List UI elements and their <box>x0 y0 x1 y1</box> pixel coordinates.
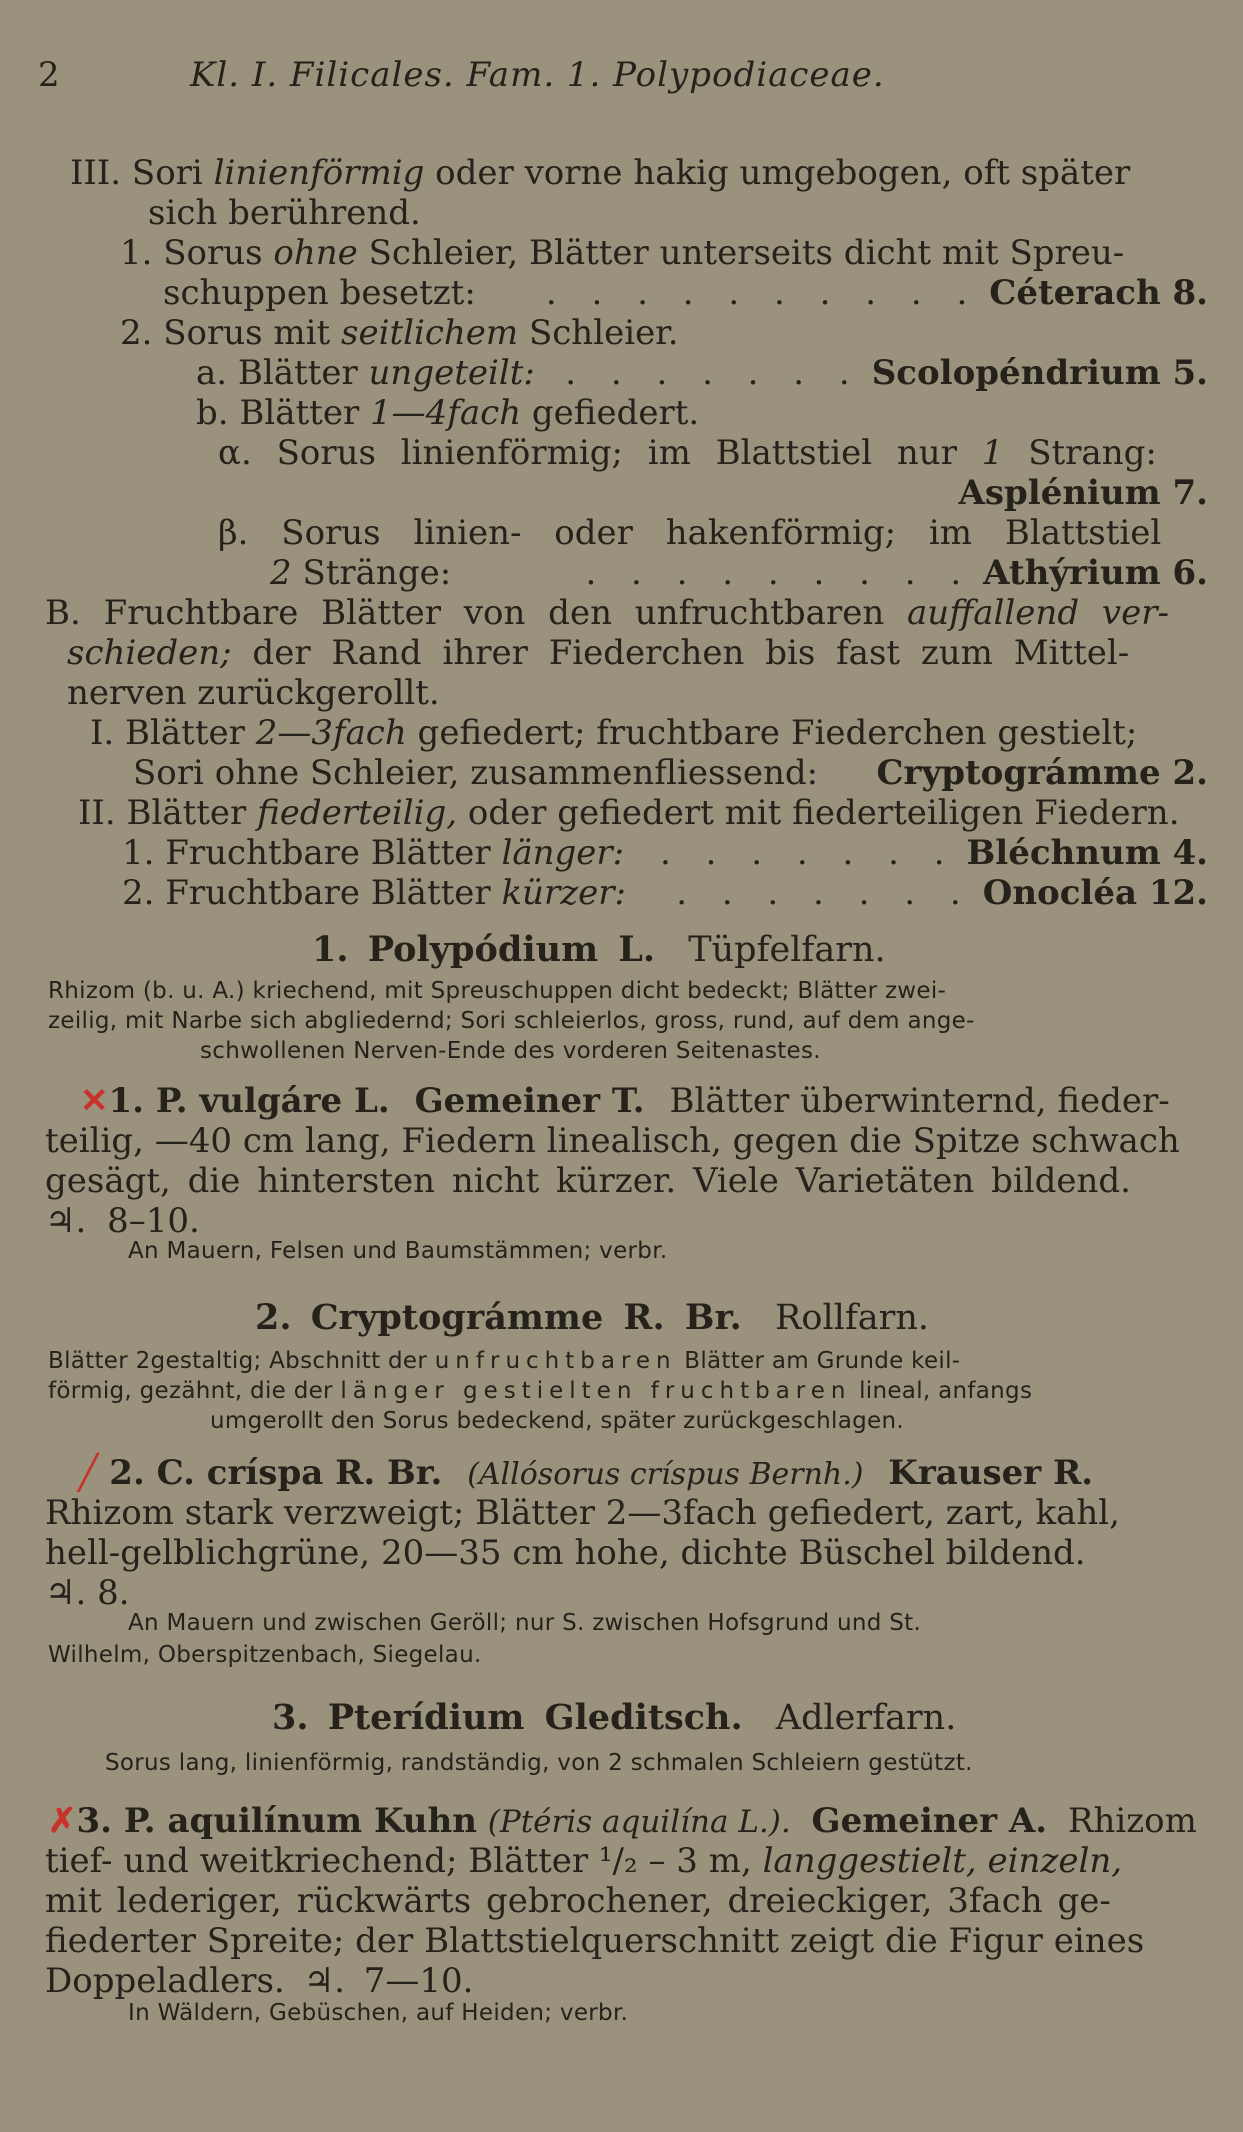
species-1-line2: teilig, —40 cm lang, Fiedern linealisch, gegen die Spitze schwach <box>45 1121 1180 1161</box>
page-number: 2 <box>38 55 60 95</box>
genus-2-desc-3: umgerollt den Sorus bedeckend, später zurückgeschlagen. <box>210 1408 904 1434</box>
key-III-line1: III. Sori linienförmig oder vorne hakig umgebogen, oft später <box>70 153 1131 193</box>
key-2-line: 2. Sorus mit seitlichem Schleier. <box>120 313 679 353</box>
red-check-mark-icon: ✗ <box>48 1801 77 1841</box>
genus-2-desc-2: förmig, gezähnt, die der länger gestielten fruchtbaren lineal, anfangs <box>48 1378 1033 1404</box>
species-1-line4: ♃. 8–10. <box>45 1201 200 1241</box>
species-3-habitat: In Wäldern, Gebüschen, auf Heiden; verbr. <box>128 2000 629 2026</box>
species-3-line3: mit lederiger, rückwärts gebrochener, dreieckiger, 3fach ge- <box>45 1881 1111 1921</box>
genus-3-heading: 3. Pterídium Gleditsch. Adlerfarn. <box>272 1697 957 1738</box>
species-1-line1: ✕1. P. vulgáre L. Gemeiner T. Blätter überwinternd, fieder- <box>80 1081 1170 1121</box>
key-BII-line: II. Blätter fiederteilig, oder gefiedert mit fiederteiligen Fiedern. <box>78 793 1180 833</box>
key-BI-line2: Sori ohne Schleier, zusammenfliessend: Cryptográmme 2. <box>133 753 1208 793</box>
red-check-mark-icon: ╱ <box>78 1453 99 1493</box>
key-B-line2: schieden; der Rand ihrer Fiederchen bis fast zum Mittel- <box>67 633 1130 673</box>
key-B-line3: nerven zurückgerollt. <box>67 673 440 713</box>
key-1-line1: 1. Sorus ohne Schleier, Blätter unterseits dicht mit Spreu- <box>120 233 1125 273</box>
species-2-habitat-2: Wilhelm, Oberspitzenbach, Siegelau. <box>48 1642 482 1668</box>
key-B-line1: B. Fruchtbare Blätter von den unfruchtbaren auffallend ver- <box>45 593 1169 633</box>
key-2a-line: a. Blätter ungeteilt: . . . . . . . Scolopéndrium 5. <box>196 353 1208 393</box>
genus-2-heading: 2. Cryptográmme R. Br. Rollfarn. <box>255 1297 930 1338</box>
genus-1-desc-3: schwollenen Nerven-Ende des vorderen Seitenastes. <box>200 1038 821 1064</box>
genus-2-desc-1: Blätter 2gestaltig; Abschnitt der unfruchtbaren Blätter am Grunde keil- <box>48 1348 961 1374</box>
key-BII-2-line: 2. Fruchtbare Blätter kürzer: . . . . . . . Onocléa 12. <box>122 873 1208 913</box>
species-3-line4: fiederter Spreite; der Blattstielquerschnitt zeigt die Figur eines <box>45 1921 1145 1961</box>
red-check-mark-icon: ✕ <box>80 1081 109 1121</box>
key-2b-line: b. Blätter 1—4fach gefiedert. <box>196 393 700 433</box>
genus-3-desc: Sorus lang, linienförmig, randständig, von 2 schmalen Schleiern gestützt. <box>105 1750 973 1776</box>
key-1-line2: schuppen besetzt: . . . . . . . . . . Céterach 8. <box>163 273 1208 313</box>
genus-1-desc-1: Rhizom (b. u. A.) kriechend, mit Spreuschuppen dicht bedeckt; Blätter zwei- <box>48 978 947 1004</box>
species-2-line4: ♃. 8. <box>45 1573 130 1613</box>
species-2-line2: Rhizom stark verzweigt; Blätter 2—3fach gefiedert, zart, kahl, <box>45 1493 1120 1533</box>
key-BII-1-line: 1. Fruchtbare Blätter länger: . . . . . . . Bléchnum 4. <box>122 833 1208 873</box>
genus-1-desc-2: zeilig, mit Narbe sich abgliedernd; Sori schleierlos, gross, rund, auf dem ange- <box>48 1008 975 1034</box>
genus-1-heading: 1. Polypódium L. Tüpfelfarn. <box>312 929 886 970</box>
species-1-line3: gesägt, die hintersten nicht kürzer. Viele Varietäten bildend. <box>45 1161 1131 1201</box>
species-2-line1: ╱ 2. C. críspa R. Br. (Allósorus críspus Bernh.) Krauser R. <box>78 1453 1094 1493</box>
key-III-line2: sich berührend. <box>148 193 421 233</box>
key-beta-line1: β. Sorus linien- oder hakenförmig; im Blattstiel <box>218 513 1162 553</box>
key-alpha-line1: α. Sorus linienförmig; im Blattstiel nur 1 Strang: <box>218 433 1157 473</box>
species-2-line3: hell-gelblichgrüne, 20—35 cm hohe, dichte Büschel bildend. <box>45 1533 1086 1573</box>
key-BI-line1: I. Blätter 2—3fach gefiedert; fruchtbare Fiederchen gestielt; <box>90 713 1138 753</box>
species-1-habitat: An Mauern, Felsen und Baumstämmen; verbr. <box>128 1238 668 1264</box>
species-2-habitat-1: An Mauern und zwischen Geröll; nur S. zwischen Hofsgrund und St. <box>128 1610 922 1636</box>
key-beta-line2: 2 Stränge: . . . . . . . . . Athýrium 6. <box>270 553 1208 593</box>
species-3-line5: Doppeladlers. ♃. 7—10. <box>45 1961 474 2001</box>
running-title: Kl. I. Filicales. Fam. 1. Polypodiaceae. <box>190 55 885 95</box>
species-3-line1: ✗3. P. aquilínum Kuhn (Ptéris aquilína L.). Gemeiner A. Rhizom <box>48 1801 1197 1841</box>
key-alpha-genus: Asplénium 7. <box>958 473 1208 513</box>
species-3-line2: tief- und weitkriechend; Blätter ¹/₂ – 3 m, langgestielt, einzeln, <box>45 1841 1123 1881</box>
